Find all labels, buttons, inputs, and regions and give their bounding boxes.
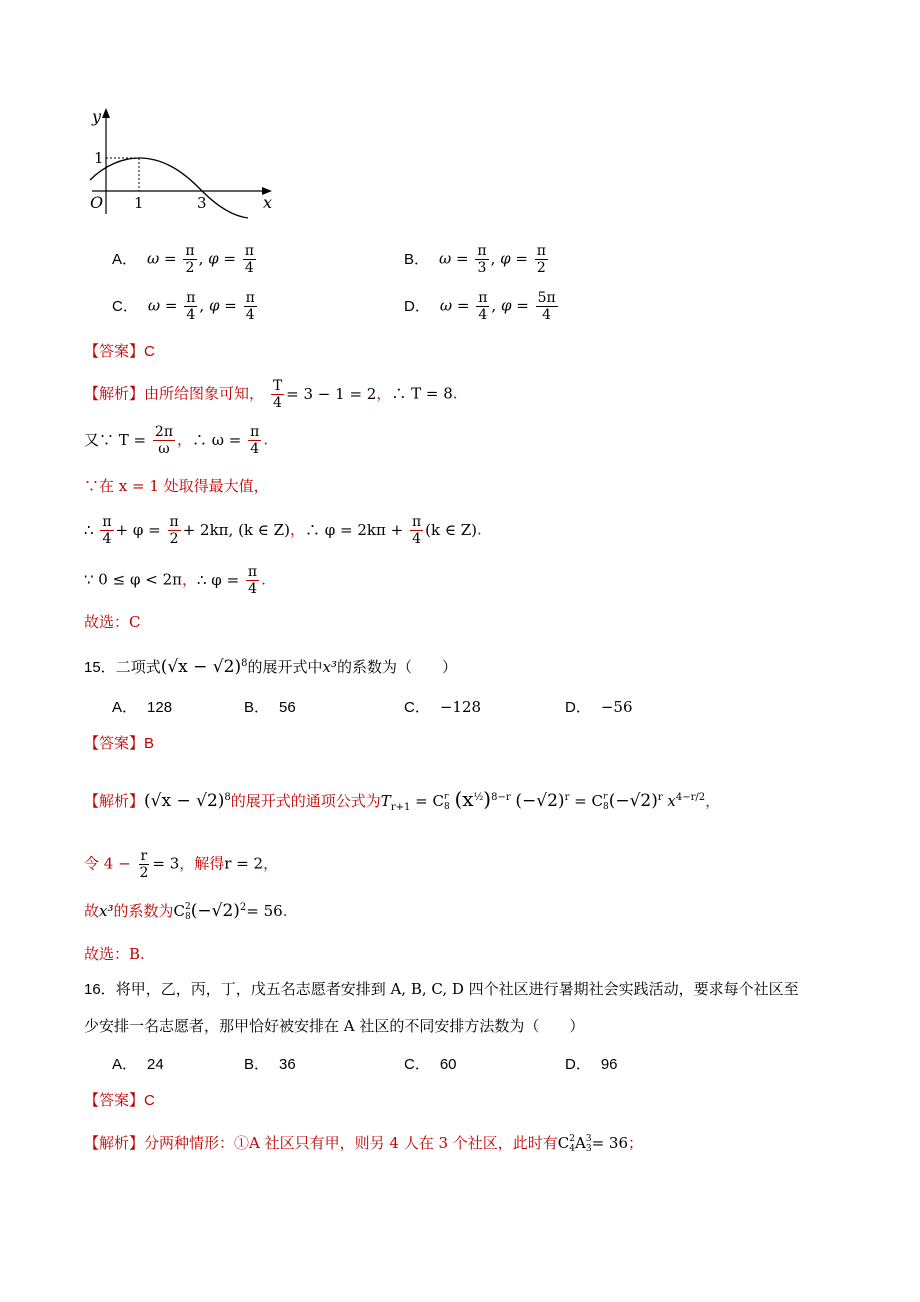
q14-analysis-line2 <box>84 424 268 457</box>
x-half: ½ <box>473 792 484 803</box>
c-sup: 2 <box>569 1134 575 1144</box>
neg-root2: (−√2) <box>608 791 658 811</box>
c-sup: 2 <box>185 902 191 912</box>
q14-answer <box>84 341 155 362</box>
option-label: C． <box>112 297 138 315</box>
q16-stem-line2: 少安排一名志愿者，那甲恰好被安排在 A 社区的不同安排方法数为（ ） <box>84 1017 585 1035</box>
line2-b: = 3 <box>152 854 180 873</box>
x-cubed: x³ <box>99 902 114 920</box>
c-sub: 4 <box>569 1144 575 1154</box>
q15-answer <box>84 733 154 754</box>
function-graph <box>82 104 282 224</box>
phi-num: 5π <box>537 290 556 306</box>
phi-den: 4 <box>244 260 254 276</box>
omega-den: 2 <box>185 260 195 276</box>
term-T: T <box>380 792 391 810</box>
option-label: D． <box>565 699 591 716</box>
x-exp: 4−r/2 <box>675 792 706 803</box>
option-label: A． <box>112 1056 138 1073</box>
phi-num: π <box>536 243 546 259</box>
line2-a: 令 4 − <box>84 854 131 873</box>
option-value: 128 <box>147 699 173 716</box>
q14-analysis-line1 <box>84 378 458 411</box>
omega-num: π <box>478 290 488 306</box>
frac-num: π <box>250 424 260 440</box>
paren-close: ) <box>483 787 492 811</box>
term-T-sub: r+1 <box>390 802 411 813</box>
binomial-exp: 8 <box>241 658 248 669</box>
option-label: B． <box>244 1056 270 1073</box>
q14-analysis-line3: ∵在 x = 1 处取得最大值， <box>84 477 269 495</box>
q16-analysis <box>84 1133 643 1154</box>
omega-den: 4 <box>186 307 196 323</box>
omega-den: 4 <box>478 307 488 323</box>
q16-option-a[interactable] <box>112 1053 164 1074</box>
q15-stem <box>84 654 457 678</box>
line4-b: + φ = <box>115 520 161 539</box>
binomial-exp: 8 <box>224 792 231 803</box>
frac-den: 2 <box>139 865 149 881</box>
line5-b: ∴ φ = <box>196 570 240 589</box>
option-value: 56 <box>279 699 296 716</box>
q14-option-a[interactable]: A． ω = $\frac{\pi}{2}$ , φ = $\frac{\pi}{4}$ <box>112 243 254 276</box>
option-label: D． <box>565 1056 591 1073</box>
phi-num: π <box>245 290 255 306</box>
q14-analysis-line4 <box>84 514 482 547</box>
exp-8-r: 8−r <box>491 792 511 803</box>
omega-num: π <box>477 243 487 259</box>
equation: = 3 − 1 = 2 <box>286 384 377 403</box>
stem-text: 的系数为（ ） <box>336 658 457 676</box>
c-sub: 8 <box>443 802 450 812</box>
option-label: B． <box>404 250 430 268</box>
frac-den: ω <box>158 441 170 457</box>
c-sup: r <box>602 792 608 802</box>
separator: ， <box>376 384 392 403</box>
option-label: D． <box>404 297 430 315</box>
frac-num: π <box>247 564 258 580</box>
option-label: C． <box>404 699 430 716</box>
perm-A: A <box>575 1134 586 1152</box>
frac-num: 2π <box>154 424 174 440</box>
q15-analysis-line3 <box>84 898 288 922</box>
x-tick-1: 1 <box>134 194 144 212</box>
option-label: B． <box>244 699 270 716</box>
comb-C: C <box>557 1134 570 1152</box>
q15-option-a[interactable] <box>112 696 172 717</box>
q14-analysis-line5 <box>84 564 266 597</box>
line-end: . <box>282 902 288 920</box>
stem-text: 将甲，乙，丙，丁，戊五名志愿者安排到 A, B, C, D 四个社区进行暑期社会实践活动，要求每个社区至 <box>115 980 799 998</box>
answer-value: C <box>144 1092 155 1109</box>
phi-den: 2 <box>536 260 546 276</box>
option-value: −128 <box>439 698 482 716</box>
line-end: . <box>452 384 458 403</box>
line-end: . <box>261 570 266 589</box>
q14-conclusion: 故选：C <box>84 613 141 631</box>
option-label: A． <box>112 699 138 716</box>
separator: ， <box>289 520 305 539</box>
line5-a: ∵ 0 ≤ φ < 2π <box>84 570 182 589</box>
neg-root2: (−√2) <box>190 901 240 921</box>
question-number: 16． <box>84 981 116 998</box>
separator: ， <box>177 430 193 449</box>
line2-c: r = 2 <box>224 854 264 873</box>
stem-text: 的展开式中 <box>247 658 323 676</box>
option-value: 36 <box>279 1056 296 1073</box>
analysis-text: 分两种情形：①A 社区只有甲，则另 4 人在 3 个社区，此时有 <box>144 1134 558 1152</box>
q16-answer <box>84 1090 155 1111</box>
frac-den: 4 <box>248 581 257 597</box>
q15-analysis-line2 <box>84 848 278 881</box>
line4-c: + 2kπ, (k ∈ Z) <box>182 520 290 539</box>
phi-den: 4 <box>245 307 255 323</box>
x-cubed: x³ <box>322 658 337 676</box>
separator: ， <box>181 570 197 589</box>
q14-option-b[interactable]: B． ω = $\frac{\pi}{3}$ , φ = $\frac{\pi}{2}$ <box>404 243 546 276</box>
sine-curve <box>90 158 248 218</box>
q15-conclusion: 故选：B. <box>84 945 145 963</box>
q14-option-c[interactable]: C． ω = $\frac{\pi}{4}$ , φ = $\frac{\pi}{4}$ <box>112 290 255 323</box>
answer-tag: 【答案】 <box>84 1091 145 1109</box>
origin-label: O <box>90 193 104 212</box>
analysis-text: 由所给图象可知， <box>144 384 265 403</box>
omega-den: 3 <box>477 260 487 276</box>
equation-tail: ∴ T = 8 <box>391 384 453 403</box>
frac-num: π <box>411 514 422 530</box>
line-end: ， <box>263 854 279 873</box>
exp-r: r <box>657 792 663 803</box>
q14-option-d[interactable]: D． ω = $\frac{\pi}{4}$ , φ = $\frac{5\pi}{4}$ <box>404 290 556 323</box>
separator: ，解得 <box>179 854 225 873</box>
neg-root2: (−√2) <box>515 791 565 811</box>
line3-a: 故 <box>84 902 100 920</box>
frac-num: π <box>102 514 112 530</box>
line-end: ， <box>705 792 721 810</box>
frac-den: 2 <box>169 531 179 547</box>
frac-num: π <box>169 514 179 530</box>
x-paren: (x <box>454 787 474 811</box>
formula-eq1: = C <box>415 792 444 810</box>
line-end: ； <box>628 1134 644 1152</box>
analysis-text: 的展开式的通项公式为 <box>230 792 381 810</box>
option-label: A． <box>112 250 138 268</box>
line2-head: 又∵ T = <box>84 430 147 449</box>
q15-option-b[interactable] <box>244 696 296 717</box>
exp-2: 2 <box>239 902 247 913</box>
option-label: C． <box>404 1056 430 1073</box>
line-end: . <box>477 520 482 539</box>
answer-tag: 【答案】 <box>84 734 145 752</box>
x-tick-3: 3 <box>197 194 207 212</box>
stem-text: 二项式 <box>115 658 161 676</box>
x-axis-label: x <box>263 193 273 212</box>
omega-num: π <box>185 243 195 259</box>
c-sub: 8 <box>602 802 609 812</box>
analysis-tag: 【解析】 <box>84 384 145 403</box>
y-tick-1: 1 <box>94 149 104 167</box>
exp-r: r <box>564 792 570 803</box>
c-sup: r <box>443 792 449 802</box>
result: = 56 <box>246 902 283 920</box>
c-sub: 8 <box>185 912 191 922</box>
frac-den: 4 <box>412 531 422 547</box>
line4-e: (k ∈ Z) <box>425 520 478 539</box>
q15-analysis-line1 <box>84 788 720 818</box>
q15-option-d[interactable] <box>565 696 633 717</box>
phi-num: π <box>244 243 254 259</box>
line3-b: 的系数为 <box>113 902 174 920</box>
frac-num: T <box>272 378 283 394</box>
analysis-tag: 【解析】 <box>84 792 145 810</box>
binomial-expr: (√x − √2) <box>160 657 242 677</box>
answer-tag: 【答案】 <box>84 342 145 360</box>
q16-option-d[interactable] <box>565 1053 618 1074</box>
y-axis-arrow <box>102 108 110 118</box>
frac-num: r <box>140 848 148 864</box>
x-var: x <box>667 792 676 810</box>
option-value: −56 <box>600 698 633 716</box>
answer-value: B <box>144 735 155 752</box>
binomial-expr: (√x − √2) <box>144 791 225 811</box>
option-value: 60 <box>439 1056 457 1073</box>
omega-num: π <box>186 290 196 306</box>
option-value: 24 <box>147 1056 164 1073</box>
frac-den: 4 <box>273 395 282 411</box>
formula-eq2: = C <box>574 792 603 810</box>
option-value: 96 <box>600 1056 618 1073</box>
line4-d: ∴ φ = 2kπ + <box>304 520 404 539</box>
phi-den: 4 <box>542 307 552 323</box>
analysis-tag: 【解析】 <box>84 1134 145 1152</box>
line2-mid: ∴ ω = <box>192 430 242 449</box>
a-sub: 3 <box>585 1144 592 1154</box>
frac-den: 4 <box>250 441 260 457</box>
q16-option-b[interactable] <box>244 1053 296 1074</box>
result: = 36 <box>591 1134 629 1152</box>
binom-C: C <box>173 902 185 920</box>
q16-stem-line1 <box>84 979 799 1000</box>
therefore: ∴ <box>84 520 94 539</box>
a-sup: 3 <box>585 1134 592 1144</box>
frac-den: 4 <box>102 531 112 547</box>
question-number: 15． <box>84 659 116 676</box>
line-end: . <box>263 430 269 449</box>
y-axis-label: y <box>92 107 102 126</box>
q15-option-c[interactable] <box>404 696 481 717</box>
answer-value: C <box>144 343 155 360</box>
q16-option-c[interactable] <box>404 1053 457 1074</box>
